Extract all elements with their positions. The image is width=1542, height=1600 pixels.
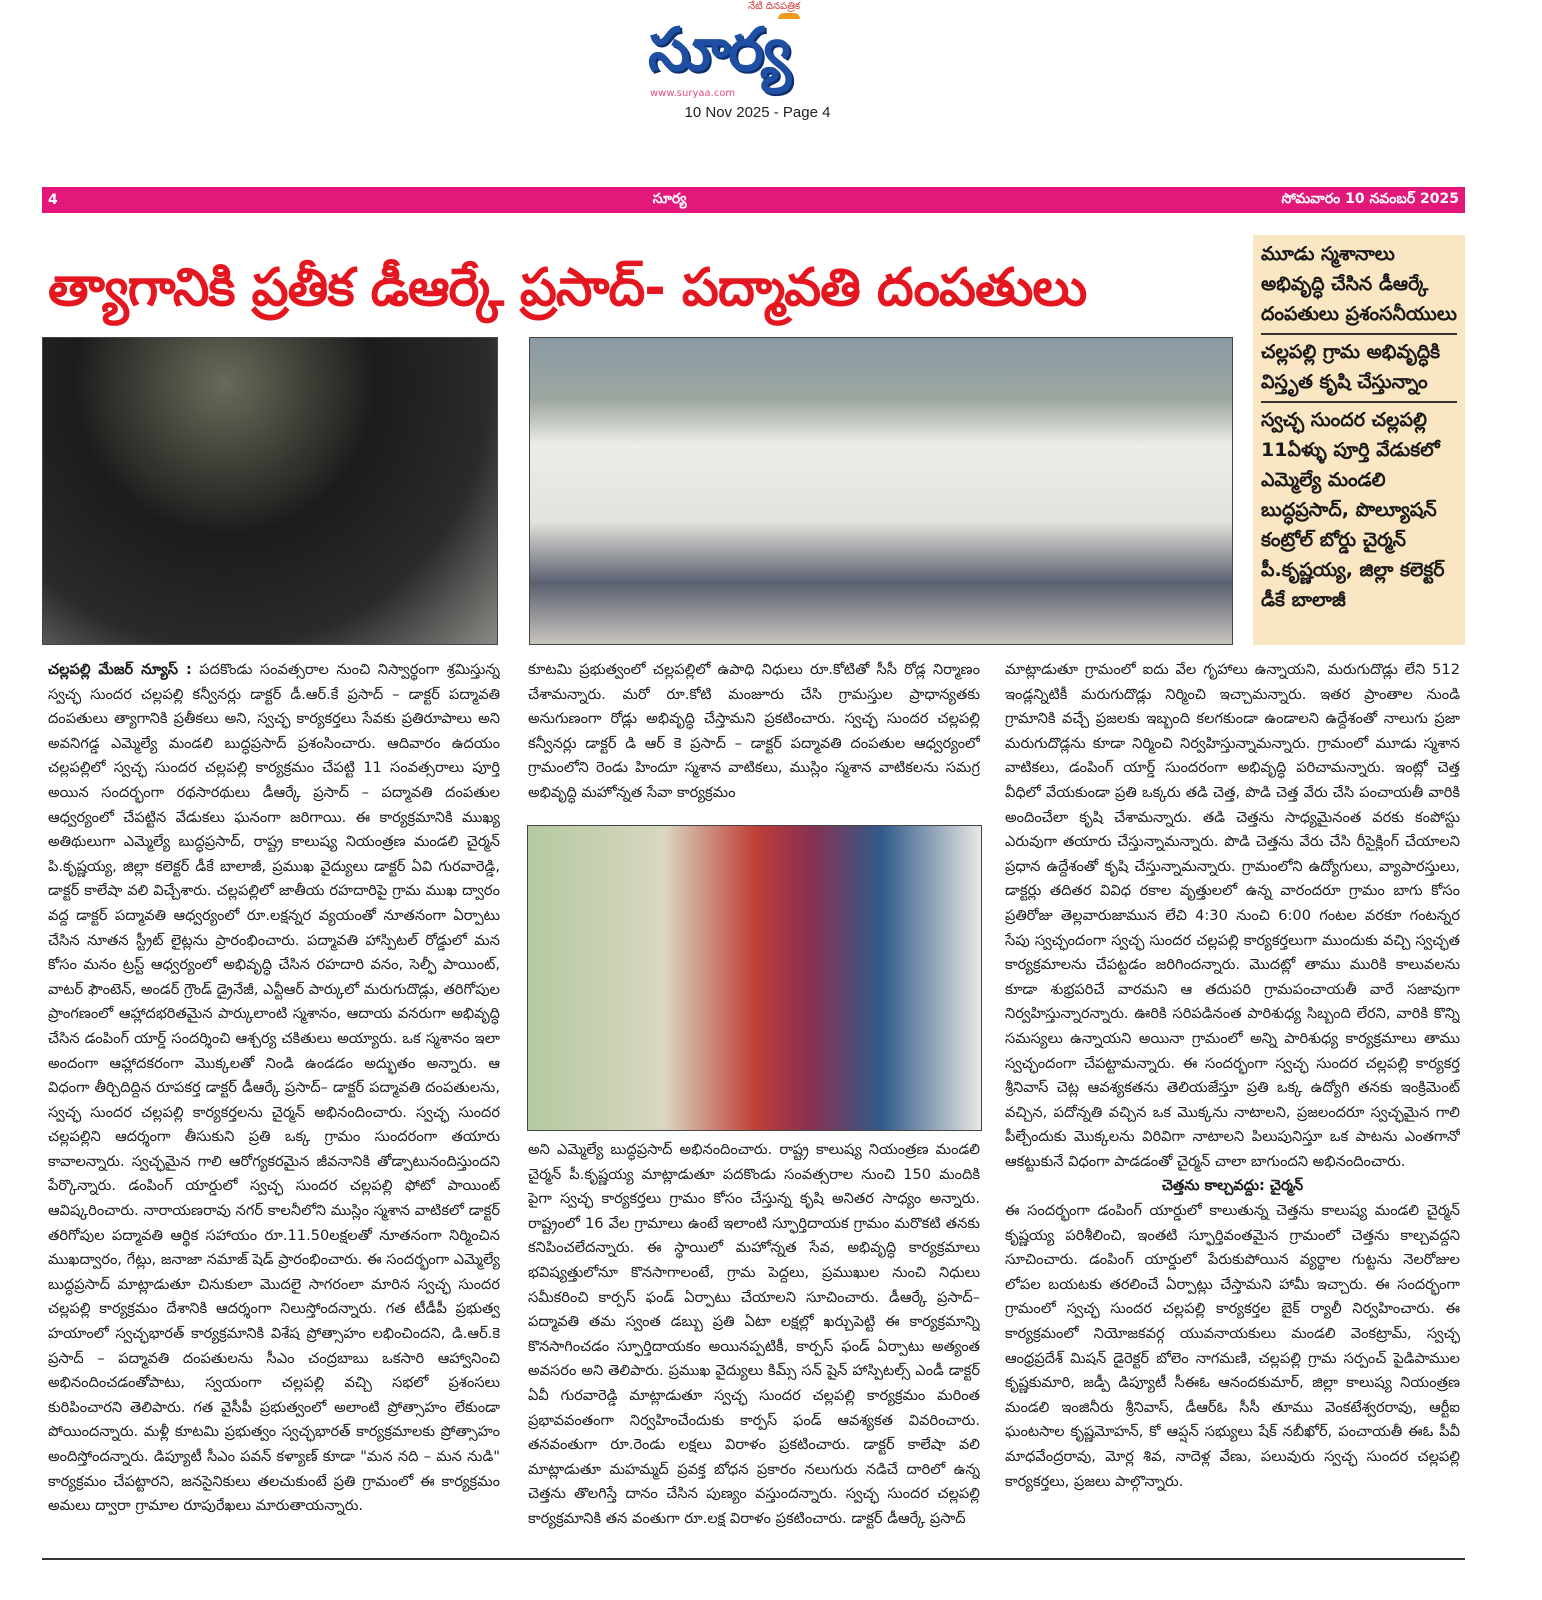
article-dateline: చల్లపల్లి మేజర్ న్యూస్ : <box>48 661 192 678</box>
article-column-2-bottom: అని ఎమ్మెల్యే బుద్ధప్రసాద్ అభినందించారు. రాష్ట్ర కాలుష్య నియంత్రణ మండలి చైర్మన్ పీ.కృష్ణయ్య మాట్లాడుతూ పదకొండు సంవత్సరాల నుంచి 150 మందికి పైగా స్వచ్ఛ కార్యకర్తలు గ్రామం కోసం చేస్తున్న కృషి అనితర సాధ్యం అన్నారు. రాష్ట్రంలో 16 వేల గ్రామాలు ఉంటే ఇలాంటి స్ఫూర్తిదాయక గ్రామం మరొకటి తనకు కనిపించలేదన్నారు. ఈ స్థాయిలో మహోన్నత సేవ, అభివృద్ధి కార్యక్రమాలు భవిష్యత్తులోనూ కొనసాగాలంటే, గ్రామ పెద్దలు, ప్రముఖుల నుంచి నిధులు సమీకరించి కార్పస్ ఫండ్ ఏర్పాటు చేయాలని సూచించారు. డీఆర్కే ప్రసాద్– పద్మావతి తమ స్వంత డబ్బు ప్రతి ఏటా లక్షల్లో ఖర్చుపెట్టి ఈ కార్యక్రమాన్ని కొనసాగించడం స్ఫూర్తిదాయకం అయినప్పటికీ, కార్పస్ ఫండ్ ఏర్పాటు అత్యంత అవసరం అని తెలిపారు. ప్రముఖ వైద్యులు కిమ్స్ సన్ షైన్ హాస్పిటల్స్ ఎండీ డాక్టర్ ఏవీ గురవారెడ్డి మాట్లాడుతూ స్వచ్ఛ సుందర చల్లపల్లి కార్యక్రమం మరింత ప్రభావవంతంగా నిర్వహించేందుకు కార్పస్ ఫండ్ ఆవశ్యకత వివరించారు. తనవంతుగా రూ.రెండు లక్షలు విరాళం ప్రకటించారు. డాక్టర్ కాలేషా వలి మాట్లాడుతూ మహమ్మద్ ప్రవక్త బోధన ప్రకారం నలుగురు నడిచే దారిలో ఉన్న చెత్తను తొలగిస్తే దానం చేసిన పుణ్యం వస్తుందన్నారు. స్వచ్ఛ సుందర చల్లపల్లి కార్యక్రమానికి తన వంతుగా రూ.లక్ష విరాళం ప్రకటించారు. డాక్టర్ డీఆర్కే ప్రసాద్ <box>528 1141 980 1527</box>
photo-compost-yard <box>527 825 982 1131</box>
headline: త్యాగానికి ప్రతీక డీఆర్కే ప్రసాద్- పద్మావతి దంపతులు <box>48 258 1087 318</box>
photo-night-inspection <box>42 337 498 645</box>
page-dateline: 10 Nov 2025 - Page 4 <box>684 104 831 121</box>
paper-name: సూర్య <box>652 190 687 207</box>
sidebar-highlights <box>1253 235 1465 645</box>
article-text: పదకొండు సంవత్సరాల నుంచి నిస్వార్థంగా శ్రమిస్తున్న స్వచ్ఛ సుందర చల్లపల్లి కన్వీనర్లు డాక్టర్ డీ.ఆర్.కే ప్రసాద్ – డాక్టర్ పద్మావతి దంపతులు త్యాగానికి ప్రతీకలు అని, స్వచ్ఛ కార్యకర్తలు సేవకు ప్రతిరూపాలు అని అవనిగడ్డ ఎమ్మెల్యే మండలి బుద్ధప్రసాద్ ప్రశంసించారు. ఆదివారం ఉదయం చల్లపల్లిలో స్వచ్ఛ సుందర చల్లపల్లి కార్యక్రమం చేపట్టి 11 సంవత్సరాలు పూర్తి అయిన సందర్భంగా రథసారథులు డీఆర్కే ప్రసాద్ – పద్మావతి దంపతుల ఆధ్వర్యంలో చేపట్టిన వేడుకలు ఘనంగా జరిగాయి. ఈ కార్యక్రమానికి ముఖ్య అతిథులుగా ఎమ్మెల్యే బుద్ధప్రసాద్, రాష్ట్ర కాలుష్య నియంత్రణ మండలి చైర్మన్ పి.కృష్ణయ్య, జిల్లా కలెక్టర్ డీకే బాలాజీ, ప్రముఖ వైద్యులు డాక్టర్ ఏవి గురవారెడ్డి, డాక్టర్ కాలేషా వలి విచ్చేశారు. చల్లపల్లిలో జాతీయ రహదారిపై గ్రామ ముఖ ద్వారం వద్ద డాక్టర్ పద్మావతి ఆధ్వర్యంలో రూ.లక్షన్నర వ్యయంతో నూతనంగా ఏర్పాటు చేసిన నూతన స్ట్రీట్ లైట్లను ప్రారంభించారు. పద్మావతి హాస్పిటల్ రోడ్డులో మన కోసం మనం ట్రస్ట్ ఆధ్వర్యంలో అభివృద్ధి చేసిన రహదారి వనం, సెల్ఫీ పాయింట్, వాటర్ ఫౌంటెన్, అండర్ గ్రౌండ్ డ్రైనేజీ, ఎన్టీఆర్ పార్కులో మరుగుదొడ్లు, తరిగోపుల ప్రాంగణంలో ఆహ్లాదభరితమైన పార్కులాంటి స్మశానం, ఆదాయ వనరుగా అభివృద్ధి చేసిన డంపింగ్ యార్డ్ సందర్శించి ఆశ్చర్య చకితులు అయ్యారు. ఒక స్మశానం ఇలా అందంగా ఆహ్లాదకరంగా మొక్కలతో నిండి ఉండడం అద్భుతం అన్నారు. ఆ విధంగా తీర్చిదిద్దిన రూపకర్త డాక్టర్ డీఆర్కే ప్రసాద్– డాక్టర్ పద్మావతి దంపతులను, స్వచ్ఛ సుందర చల్లపల్లి కార్యకర్తలను చైర్మన్ అభినందించారు. స్వచ్ఛ సుందర చల్లపల్లిని ఆదర్శంగా తీసుకుని ప్రతి ఒక్క గ్రామం సుందరంగా తయారు కావాలన్నారు. స్వచ్ఛమైన గాలి ఆరోగ్యకరమైన జీవనానికి తోడ్పాటునందిస్తుందని పేర్కొన్నారు. డంపింగ్ యార్డులో స్వచ్ఛ సుందర చల్లపల్లి ఫోటో పాయింట్ ఆవిష్కరించారు. నారాయణరావు నగర్ కాలనీలోని ముస్లిం స్మశాన వాటికలో డాక్టర్ తరిగోపుల పద్మావతి ఆర్థిక సహాయం రూ.11.50లక్షలతో నూతనంగా నిర్మించిన ముఖద్వారం, గేట్లు, జనాజా నమాజ్ షెడ్ ప్రారంభించారు. ఈ సందర్భంగా ఎమ్మెల్యే బుద్ధప్రసాద్ మాట్లాడుతూ చినుకులా మొదలై సాగరంలా మారిన స్వచ్ఛ సుందర చల్లపల్లి కార్యక్రమం దేశానికి ఆదర్శంగా నిలుస్తోందన్నారు. గత టీడీపీ ప్రభుత్వ హయాంలో స్వచ్ఛభారత్ కార్యక్రమానికి విశేష ప్రోత్సాహం లభించిందని, డి.ఆర్.కె ప్రసాద్ – పద్మావతి దంపతులను సీఎం చంద్రబాబు ఒకసారి ఆహ్వానించి అభినందించడంతోపాటు, స్వయంగా చల్లపల్లి వచ్చి సభలో ప్రశంసలు కురిపించారని తెలిపారు. గత వైసీపీ ప్రభుత్వంలో అలాంటి ప్రోత్సాహం లేకుండా పోయిందన్నారు. మళ్లీ కూటమి ప్రభుత్వం స్వచ్ఛభారత్ కార్యక్రమాలకు ప్రోత్సాహం అందిస్తోందన్నారు. డిప్యూటీ సీఎం పవన్ కళ్యాణ్ కూడా "మన నది – మన నుడి" కార్యక్రమం చేపట్టారని, జనసైనికులు తలచుకుంటే ప్రతి గ్రామంలో ఈ కార్యక్రమం అమలు ద్వారా గ్రామాల రూపురేఖలు మారుతాయన్నారు. <box>48 661 500 1515</box>
subheading: చెత్తను కాల్చవద్దు: చైర్మన్ <box>1161 1177 1304 1195</box>
logo-url: www.suryaa.com <box>650 88 736 99</box>
article-column-2-top: కూటమి ప్రభుత్వంలో చల్లపల్లిలో ఉపాధి నిధులు రూ.కోటితో సీసీ రోడ్ల నిర్మాణం చేశామన్నారు. మరో రూ.కోటి మంజూరు చేసి గ్రామస్తుల ప్రాధాన్యతకు అనుగుణంగా రోడ్లు అభివృద్ధి చేస్తామని ప్రకటించారు. స్వచ్ఛ సుందర చల్లపల్లి కన్వీనర్లు డాక్టర్ డి ఆర్ కె ప్రసాద్ – డాక్టర్ పద్మావతి దంపతుల ఆధ్వర్యంలో గ్రామంలోని రెండు హిందూ స్మశాన వాటికలు, ముస్లిం స్మశాన వాటికలను సమగ్ర అభివృద్ధి మహోన్నత సేవా కార్యక్రమం <box>528 661 980 801</box>
highlight-item: స్వచ్ఛ సుందర చల్లపల్లి 11ఏళ్ళు పూర్తి వేడుకలో ఎమ్మెల్యే మండలి బుద్ధప్రసాద్, పొల్యూషన్ కంట్రోల్ బోర్డు చైర్మన్ పీ.కృష్ణయ్య, జిల్లా కలెక్టర్ డీకే బాలాజీ <box>1261 409 1445 611</box>
page-header-bar <box>42 187 1465 213</box>
photo-group <box>529 337 1233 645</box>
issue-date: సోమవారం 10 నవంబర్ 2025 <box>1281 190 1459 207</box>
article-column-3 <box>1005 658 1460 1548</box>
logo-tagline: నేటి దినపత్రిక <box>748 1 801 12</box>
page-number: 4 <box>48 192 58 208</box>
masthead-logo <box>648 0 878 102</box>
bottom-rule <box>42 1558 1465 1560</box>
article-column-1 <box>48 658 500 1548</box>
highlight-item: మూడు స్మశానాలు అభివృద్ధి చేసిన డీఆర్కే దంపతులు ప్రశంసనీయులు <box>1261 237 1457 335</box>
logo-text: సూర్య <box>648 15 790 85</box>
article-text: మాట్లాడుతూ గ్రామంలో ఐదు వేల గృహాలు ఉన్నాయని, మరుగుదొడ్లు లేని 512 ఇండ్లన్నిటికీ మరుగుదొడ్లు నిర్మించి ఇచ్చామన్నారు. ఇతర ప్రాంతాల నుండి గ్రామానికి వచ్చే ప్రజలకు ఇబ్బంది కలగకుండా ఉండాలని ఉద్దేశంతో నాలుగు ప్రజా మరుగుదొడ్లను కూడా నిర్మించి నిర్వహిస్తున్నామన్నారు. గ్రామంలో మూడు స్మశాన వాటికలు, డంపింగ్ యార్డ్ సుందరంగా అభివృద్ధి పరిచామన్నారు. ఇంట్లో చెత్త వీధిలో వేయకుండా ప్రతి ఒక్కరు తడి చెత్త, పొడి చెత్త వేరు చేసి పంచాయతీ వారికి అందించేలా కృషి చేశామన్నారు. తడి చెత్తను సాధ్యమైనంత వరకు కంపోస్టు ఎరువుగా తయారు చేస్తున్నామన్నారు. పొడి చెత్తను వేరు చేసి రీసైక్లింగ్ చేయాలని ప్రధాన ఉద్దేశంతో కృషి చేస్తున్నామన్నారు. గ్రామంలోని ఉద్యోగులు, వ్యాపారస్తులు, డాక్టర్లు తదితర వివిధ రకాల వృత్తులలో ఉన్న వారందరూ గ్రామం బాగు కోసం ప్రతిరోజు తెల్లవారుజామున లేచి 4:30 నుంచి 6:00 గంటల వరకూ గంటన్నర సేపు స్వచ్ఛందంగా స్వచ్ఛ సుందర చల్లపల్లి కార్యకర్తలుగా ముందుకు వచ్చి స్వచ్ఛత కార్యక్రమాలను చేపట్టడం జరిగిందన్నారు. మొదట్లో తాము మురికి కాలువలను కూడా శుభ్రపరిచే వారమని ఆ తదుపరి గ్రామపంచాయతీ వారే సజావుగా నిర్వహిస్తున్నారన్నారు. ఊరికి సరిపడినంత పారిశుధ్య సిబ్బంది లేరని, వారికి కొన్ని సమస్యలు ఉన్నాయని అయినా గ్రామంలో అన్ని పారిశుధ్య కార్యక్రమాలు తాము స్వచ్ఛందంగా చేపట్టామన్నారు. ఈ సందర్భంగా స్వచ్ఛ సుందర చల్లపల్లి కార్యకర్త శ్రీనివాస్ చెట్ల ఆవశ్యకతను తెలియజేస్తూ ప్రతి ఒక్క ఉద్యోగి తనకు ఇంక్రిమెంట్ వచ్చిన, పదోన్నతి వచ్చిన ఒక మొక్కను నాటాలని, ప్రజలందరూ స్వచ్ఛమైన గాలి పీల్చేందుకు మొక్కలను విరివిగా నాటాలని పిలుపునిస్తూ ఒక పాటను ఎంతగానో ఆకట్టుకునే విధంగా పాడడంతో చైర్మన్ చాలా బాగుందని అభినందించారు. <box>1005 661 1460 1170</box>
highlight-item: చల్లపల్లి గ్రామ అభివృద్ధికి విస్తృత కృషి చేస్తున్నాం <box>1261 335 1457 403</box>
article-text: ఈ సందర్భంగా డంపింగ్ యార్డులో కాలుతున్న చెత్తను కాలుష్య మండలి చైర్మన్ కృష్ణయ్య పరిశీలించి, ఇంతటి స్ఫూర్తివంతమైన గ్రామంలో చెత్తను కాల్చవద్దని సూచించారు. డంపింగ్ యార్డులో పేరుకుపోయిన వ్యర్థాల గుట్టను నెలరోజుల లోపల బయటకు తరలించే ఏర్పాట్లు చేస్తామని హామీ ఇచ్చారు. ఈ సందర్భంగా గ్రామంలో స్వచ్ఛ సుందర చల్లపల్లి కార్యకర్తల బైక్ ర్యాలీ నిర్వహించారు. ఈ కార్యక్రమంలో నియోజకవర్గ యువనాయకులు మండలి వెంకట్రామ్, స్వచ్ఛ ఆంధ్రప్రదేశ్ మిషన్ డైరెక్టర్ బోలెం నాగమణి, చల్లపల్లి గ్రామ సర్పంచ్ పైడిపాముల కృష్ణకుమారి, జడ్పీ డిప్యూటీ సీఈఓ ఆనందకుమార్, జిల్లా కాలుష్య నియంత్రణ మండలి ఇంజినీరు శ్రీనివాస్, డీఆర్ఓ సీసీ తూము వెంకటేశ్వరరావు, ఆర్టీఐ ఘంటసాల కృష్ణమోహన్, కో ఆప్షన్ సభ్యులు షేక్ నబీఖోర్, పంచాయతీ ఈఓ పీవీ మాధవేంద్రరావు, మోర్ల శివ, నాదెళ్ల వేణు, పలువురు స్వచ్ఛ సుందర చల్లపల్లి కార్యకర్తలు, ప్రజలు పాల్గొన్నారు. <box>1005 1202 1460 1490</box>
